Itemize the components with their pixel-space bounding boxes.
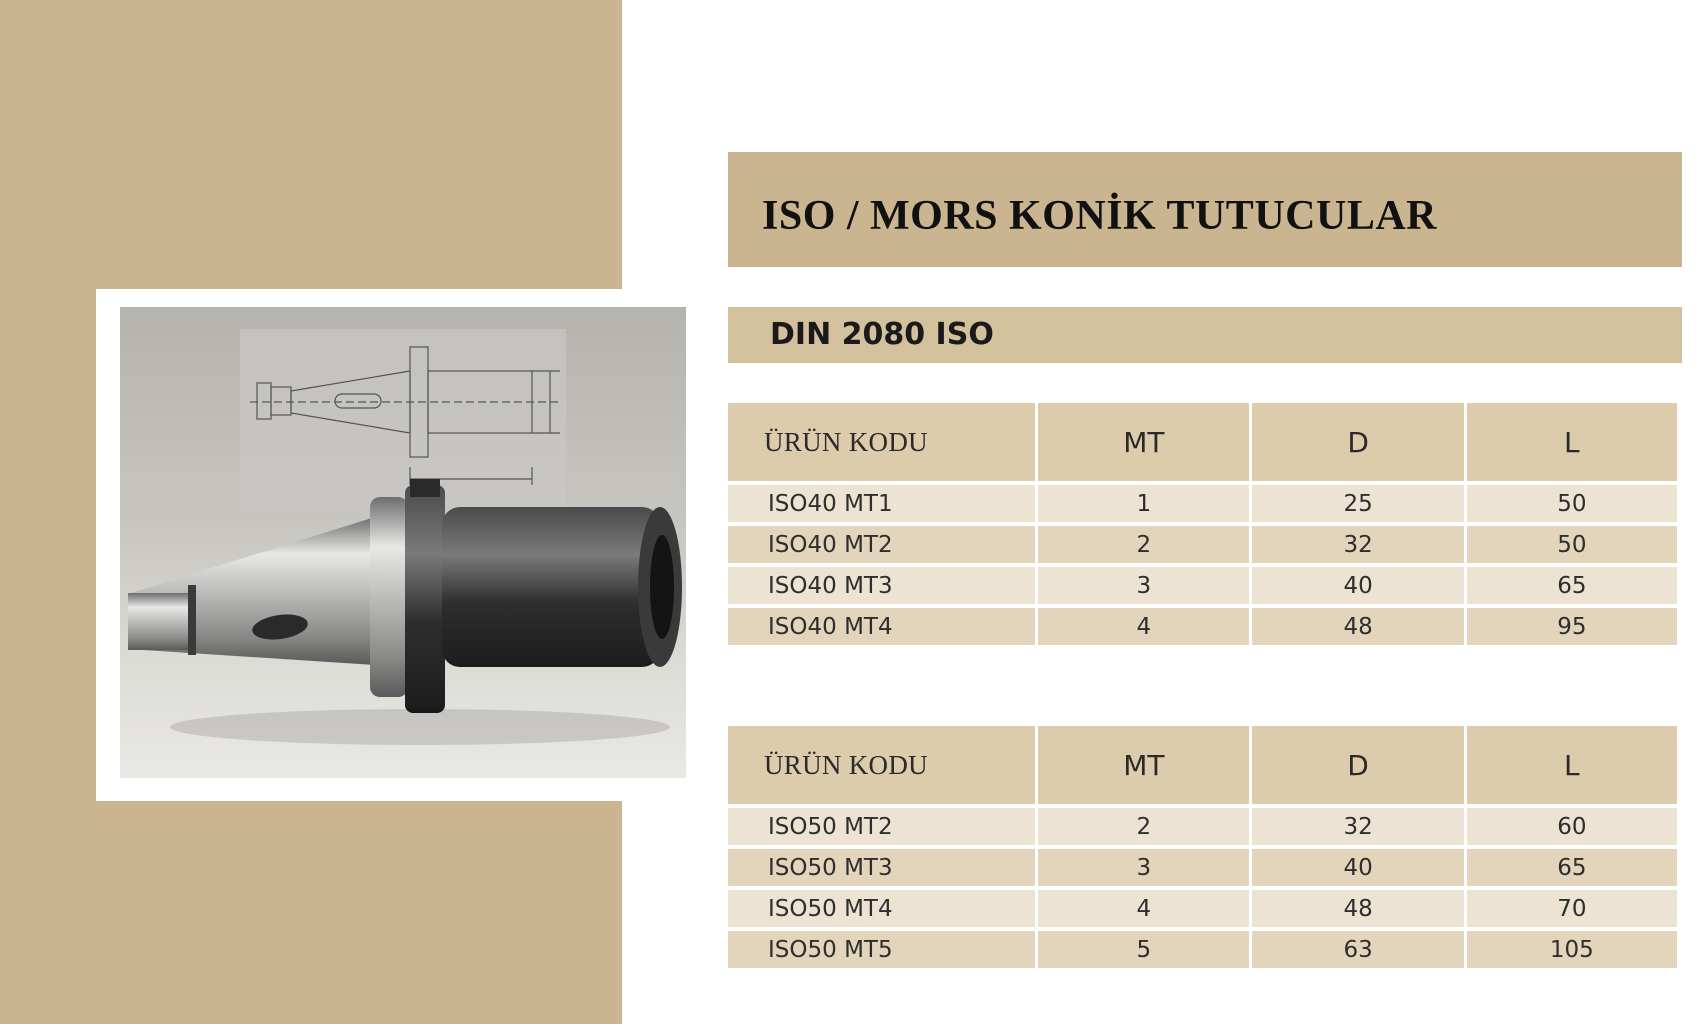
table-row xyxy=(728,567,1677,604)
cell-mt: 5 xyxy=(1038,931,1249,968)
standard-subtitle: DIN 2080 ISO xyxy=(770,317,994,352)
cell-mt: 3 xyxy=(1038,849,1249,886)
cell-d: 32 xyxy=(1252,808,1463,845)
cell-product-code: ISO50 MT4 xyxy=(728,890,1035,927)
subtitle-banner xyxy=(728,307,1682,363)
table-header-row xyxy=(728,726,1677,804)
table-row xyxy=(728,931,1677,968)
header-l: L xyxy=(1467,726,1677,804)
cell-d: 48 xyxy=(1252,608,1463,645)
table-row xyxy=(728,485,1677,522)
page-title: ISO / MORS KONİK TUTUCULAR xyxy=(762,193,1437,239)
header-mt: MT xyxy=(1038,726,1249,804)
cell-d: 40 xyxy=(1252,567,1463,604)
table-row xyxy=(728,890,1677,927)
cell-mt: 3 xyxy=(1038,567,1249,604)
tool-holder-photo xyxy=(120,307,686,778)
iso40-spec-table xyxy=(725,399,1680,649)
cell-l: 50 xyxy=(1467,485,1677,522)
cell-mt: 1 xyxy=(1038,485,1249,522)
cell-mt: 2 xyxy=(1038,808,1249,845)
header-mt: MT xyxy=(1038,403,1249,481)
cell-l: 105 xyxy=(1467,931,1677,968)
cell-product-code: ISO40 MT3 xyxy=(728,567,1035,604)
header-d: D xyxy=(1252,726,1463,804)
cell-product-code: ISO50 MT5 xyxy=(728,931,1035,968)
table-row xyxy=(728,849,1677,886)
cell-d: 40 xyxy=(1252,849,1463,886)
cell-d: 63 xyxy=(1252,931,1463,968)
header-l: L xyxy=(1467,403,1677,481)
tool-holder-illustration xyxy=(120,307,686,778)
cell-l: 70 xyxy=(1467,890,1677,927)
header-product-code: ÜRÜN KODU xyxy=(728,403,1035,481)
cell-l: 65 xyxy=(1467,567,1677,604)
cell-product-code: ISO40 MT4 xyxy=(728,608,1035,645)
cell-d: 25 xyxy=(1252,485,1463,522)
cell-product-code: ISO50 MT2 xyxy=(728,808,1035,845)
header-d: D xyxy=(1252,403,1463,481)
header-product-code: ÜRÜN KODU xyxy=(728,726,1035,804)
iso50-spec-table xyxy=(725,722,1680,972)
cell-l: 65 xyxy=(1467,849,1677,886)
table-header-row xyxy=(728,403,1677,481)
table-row xyxy=(728,526,1677,563)
cell-mt: 4 xyxy=(1038,890,1249,927)
cell-product-code: ISO40 MT1 xyxy=(728,485,1035,522)
cell-d: 48 xyxy=(1252,890,1463,927)
table-row xyxy=(728,608,1677,645)
cell-product-code: ISO40 MT2 xyxy=(728,526,1035,563)
cell-l: 60 xyxy=(1467,808,1677,845)
table-row xyxy=(728,808,1677,845)
title-banner xyxy=(728,152,1682,267)
cell-mt: 2 xyxy=(1038,526,1249,563)
cell-mt: 4 xyxy=(1038,608,1249,645)
cell-product-code: ISO50 MT3 xyxy=(728,849,1035,886)
cell-d: 32 xyxy=(1252,526,1463,563)
cell-l: 50 xyxy=(1467,526,1677,563)
cell-l: 95 xyxy=(1467,608,1677,645)
